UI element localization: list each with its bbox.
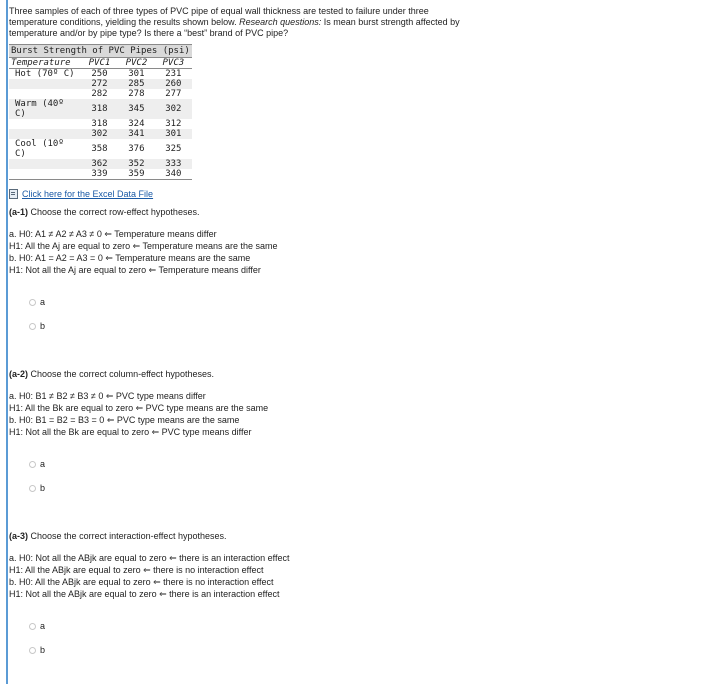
table-row [9,69,192,80]
question-a2-number: (a-2) [9,369,29,379]
table-row [9,99,192,119]
radio-option-a3-b[interactable]: b [29,645,699,655]
radio-option-a2-a[interactable]: a [29,459,699,469]
option-a-h0: a. H0: Not all the ABjk are equal to zero ⇐ there is an interaction effect [9,553,290,563]
option-b-h1: H1: Not all the Aj are equal to zero ⇐ Temperature means differ [9,265,261,275]
question-a2-title: (a-2) Choose the correct column-effect hypotheses. [9,369,214,379]
table-cell: 250 [91,69,108,79]
table-cell: 285 [118,79,155,89]
research-text: Is mean burst strength affected by temperature and/or by pipe type? Is there a “best” brand of PVC pipe? [9,17,460,38]
question-a3-number: (a-3) [9,531,29,541]
radio-option-a1-a[interactable]: a [29,297,699,307]
question-a1-title: (a-1) Choose the correct row-effect hypotheses. [9,207,200,217]
table-row [9,129,192,139]
question-a1-number: (a-1) [9,207,29,217]
header-temperature: Temperature [9,58,81,69]
question-a3-title: (a-3) Choose the correct interaction-effect hypotheses. [9,531,227,541]
excel-link-text[interactable]: Click here for the Excel Data File [22,189,154,199]
left-accent-bar [6,0,8,684]
option-b-h1: H1: Not all the Bk are equal to zero ⇐ PVC type means differ [9,427,252,437]
excel-file-icon [9,189,18,199]
table-cell: 325 [165,144,182,154]
burst-strength-table [9,44,192,180]
table-cell: 333 [155,159,192,169]
table-row [9,139,192,159]
table-cell: 272 [81,79,118,89]
table-row [9,169,192,180]
radio-option-a1-b[interactable]: b [29,321,699,331]
table-cell: 231 [165,69,182,79]
radio-option-a3-a[interactable]: a [29,621,699,631]
research-label: Research questions: [239,17,322,27]
intro-text: Three samples of each of three types of PVC pipe of equal wall thickness are tested to failure under three temperature conditions, yielding the results shown below. [9,6,429,27]
question-a2-options [9,390,699,438]
radio-button[interactable] [29,485,36,492]
table-cell: 339 [81,169,118,180]
header-pvc1: PVC1 [81,58,118,69]
table-cell: 302 [81,129,118,139]
header-pvc3: PVC3 [155,58,192,69]
table-cell: 312 [165,119,182,129]
table-cell: 301 [155,129,192,139]
option-a-h1: H1: All the Aj are equal to zero ⇐ Temperature means are the same [9,241,278,251]
table-row [9,89,192,99]
table-cell: 359 [118,169,155,180]
question-a3-options [9,552,699,600]
option-b-h0: b. H0: B1 = B2 = B3 = 0 ⇐ PVC type means are the same [9,415,240,425]
question-a1-options [9,228,699,276]
table-cell: 301 [128,69,145,79]
table-cell: 324 [128,119,145,129]
radio-option-a2-b[interactable]: b [29,483,699,493]
table-cell: 277 [165,89,182,99]
option-a-h1: H1: All the Bk are equal to zero ⇐ PVC type means are the same [9,403,269,413]
table-cell: 302 [155,99,192,119]
excel-data-link[interactable] [9,189,699,199]
table-cell: 318 [81,99,118,119]
radio-button[interactable] [29,323,36,330]
table-row [9,159,192,169]
table-cell: 282 [91,89,108,99]
table-cell: 376 [128,144,145,154]
radio-button[interactable] [29,647,36,654]
option-a-h1: H1: All the ABjk are equal to zero ⇐ there is no interaction effect [9,565,264,575]
radio-button[interactable] [29,623,36,630]
table-cell: 318 [91,119,108,129]
radio-button[interactable] [29,461,36,468]
row-label-hot: Hot (70º C) [15,69,75,79]
radio-button[interactable] [29,299,36,306]
table-cell: 358 [91,144,108,154]
problem-intro [9,6,479,39]
option-a-h0: a. H0: B1 ≠ B2 ≠ B3 ≠ 0 ⇐ PVC type means differ [9,391,206,401]
table-row [9,119,192,129]
row-label-cool: Cool (10º C) [15,139,70,159]
question-content [9,6,699,655]
table-cell: 260 [155,79,192,89]
table-cell: 340 [155,169,192,180]
option-a-h0: a. H0: A1 ≠ A2 ≠ A3 ≠ 0 ⇐ Temperature means differ [9,229,217,239]
option-b-h0: b. H0: A1 = A2 = A3 = 0 ⇐ Temperature means are the same [9,253,251,263]
table-caption: Burst Strength of PVC Pipes (psi) [11,46,190,56]
option-b-h0: b. H0: All the ABjk are equal to zero ⇐ there is no interaction effect [9,577,274,587]
header-pvc2: PVC2 [118,58,155,69]
option-b-h1: H1: Not all the ABjk are equal to zero ⇐ there is an interaction effect [9,589,280,599]
table-cell: 345 [118,99,155,119]
table-cell: 341 [118,129,155,139]
table-cell: 278 [128,89,145,99]
table-cell: 362 [81,159,118,169]
table-row [9,79,192,89]
table-cell: 352 [118,159,155,169]
row-label-warm: Warm (40º C) [9,99,81,119]
